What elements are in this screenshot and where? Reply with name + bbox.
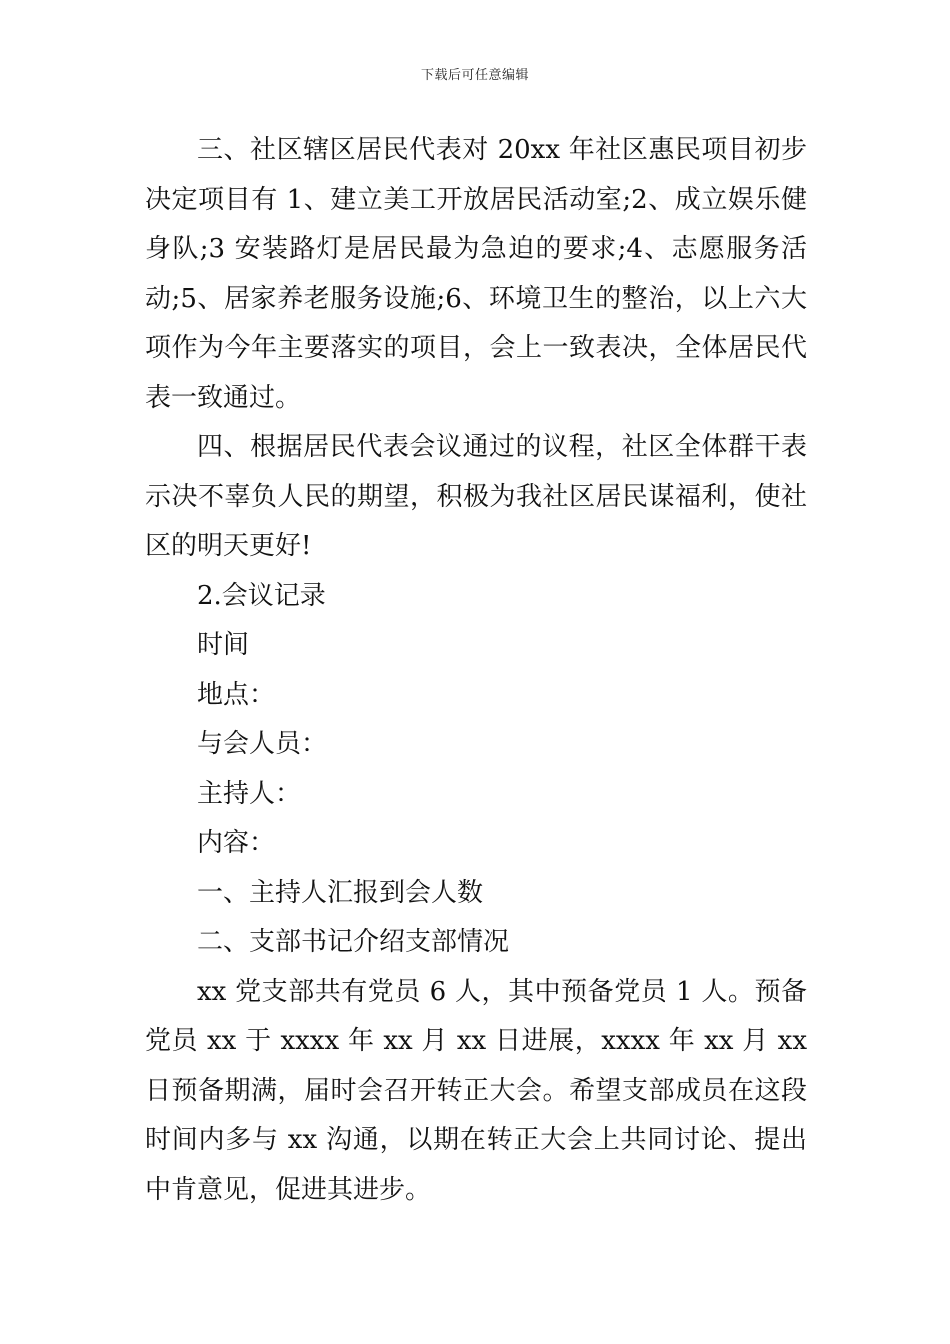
field-label-content: 内容： xyxy=(197,828,276,858)
paragraph-item-4-commitment: 四、根据居民代表会议通过的议程，社区全体群干表示决不辜负人民的期望，积极为我社区居民谋福利，使社区的明天更好! xyxy=(145,432,807,561)
field-label-time: 时间 xyxy=(197,630,250,660)
document-body xyxy=(145,126,807,1215)
section-heading-meeting-record: 2.会议记录 xyxy=(197,580,326,611)
field-label-attendees: 与会人员： xyxy=(197,729,328,759)
paragraph-item-3-community-projects: 三、社区辖区居民代表对 20xx 年社区惠民项目初步决定项目有 1、建立美工开放居民活动室;2、成立娱乐健身队;3 安装路灯是居民最为急迫的要求;4、志愿服务活动;5、居家养老服务设施;6、环境卫生的整治，以上六大项作为今年主要落实的项目，会上一致表决，全体居民代表一致通过。 xyxy=(145,135,807,413)
agenda-item-1: 一、主持人汇报到会人数 xyxy=(197,877,484,908)
page-header-note: 下载后可任意编辑 xyxy=(420,68,529,83)
field-label-location: 地点： xyxy=(197,679,276,710)
field-label-host: 主持人： xyxy=(197,778,302,809)
agenda-item-2: 二、支部书记介绍支部情况 xyxy=(197,927,510,957)
paragraph-branch-situation: xx 党支部共有党员 6 人，其中预备党员 1 人。预备党员 xx 于 xxxx 年 xx 月 xx 日进展，xxxx 年 xx 月 xx 日预备期满，届时会召开转正大会。希望支部成员在这段时间内多与 xx 沟通，以期在转正大会上共同讨论、提出中肯意见，促进其进步。 xyxy=(145,976,807,1205)
